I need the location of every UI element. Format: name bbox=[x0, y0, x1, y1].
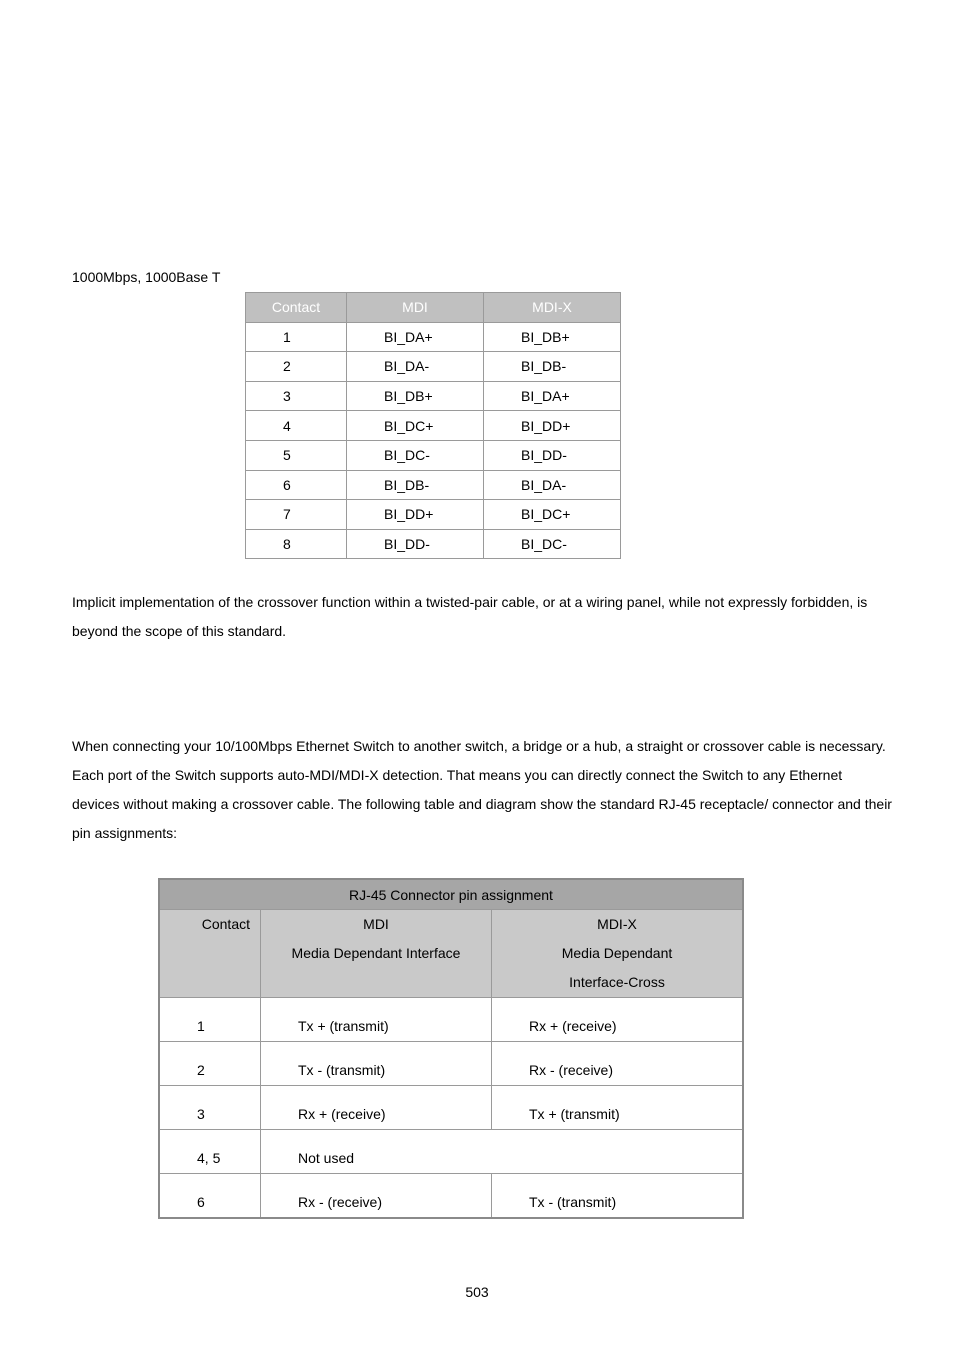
cell-contact: 2 bbox=[246, 352, 347, 382]
cell-contact: 4, 5 bbox=[159, 1130, 261, 1174]
table-header-row bbox=[159, 910, 743, 998]
table-row bbox=[159, 1086, 743, 1130]
cell-mdi: BI_DB- bbox=[347, 470, 484, 500]
table-row bbox=[159, 1174, 743, 1218]
header-mdi: MDI bbox=[347, 293, 484, 323]
cell-mdi: BI_DC+ bbox=[347, 411, 484, 441]
header-mdix bbox=[492, 910, 744, 998]
table-caption-row bbox=[159, 879, 743, 910]
page-number: 503 bbox=[465, 1284, 489, 1300]
cell-mdix: Rx + (receive) bbox=[492, 998, 744, 1042]
cell-mdix: Tx - (transmit) bbox=[492, 1174, 744, 1218]
table-row bbox=[246, 470, 621, 500]
header-mdi-subtitle: Media Dependant Interface bbox=[291, 945, 461, 961]
table-row bbox=[159, 1130, 743, 1174]
cell-contact: 1 bbox=[159, 998, 261, 1042]
header-mdi-title: MDI bbox=[363, 916, 389, 932]
cell-contact: 3 bbox=[246, 381, 347, 411]
table-row bbox=[246, 322, 621, 352]
crossover-note-paragraph: Implicit implementation of the crossover function within a twisted-pair cable, or at a wiring panel, while not expressly forbidden, is beyond the scope of this standard. bbox=[72, 594, 868, 639]
cell-mdix: BI_DA- bbox=[484, 470, 621, 500]
cell-mdix: BI_DC- bbox=[484, 529, 621, 559]
table-header-row bbox=[246, 293, 621, 323]
header-mdix: MDI-X bbox=[484, 293, 621, 323]
cell-mdi: Rx - (receive) bbox=[261, 1174, 492, 1218]
cell-mdix: BI_DD- bbox=[484, 440, 621, 470]
cell-mdi: BI_DB+ bbox=[347, 381, 484, 411]
table-row bbox=[246, 381, 621, 411]
cell-contact: 4 bbox=[246, 411, 347, 441]
cell-not-used: Not used bbox=[261, 1130, 744, 1174]
table-row bbox=[246, 352, 621, 382]
cell-mdix: BI_DB- bbox=[484, 352, 621, 382]
cell-mdi: Rx + (receive) bbox=[261, 1086, 492, 1130]
cell-mdi: BI_DA+ bbox=[347, 322, 484, 352]
cell-contact: 6 bbox=[159, 1174, 261, 1218]
rj45-pin-assignment-table bbox=[158, 878, 744, 1219]
table-row bbox=[159, 998, 743, 1042]
cell-contact: 5 bbox=[246, 440, 347, 470]
cell-contact: 3 bbox=[159, 1086, 261, 1130]
table-caption: RJ-45 Connector pin assignment bbox=[159, 879, 743, 910]
cell-mdix: Rx - (receive) bbox=[492, 1042, 744, 1086]
cell-mdi: BI_DD+ bbox=[347, 500, 484, 530]
section-label: 1000Mbps, 1000Base T bbox=[72, 269, 221, 285]
header-contact: Contact bbox=[246, 293, 347, 323]
table-row bbox=[246, 529, 621, 559]
cell-mdix: BI_DB+ bbox=[484, 322, 621, 352]
cell-mdi: BI_DC- bbox=[347, 440, 484, 470]
table-row bbox=[159, 1042, 743, 1086]
header-mdix-title: MDI-X bbox=[597, 916, 637, 932]
cell-mdix: BI_DD+ bbox=[484, 411, 621, 441]
cell-mdi: BI_DD- bbox=[347, 529, 484, 559]
cell-mdix: BI_DC+ bbox=[484, 500, 621, 530]
cell-contact: 1 bbox=[246, 322, 347, 352]
cell-mdix: Tx + (transmit) bbox=[492, 1086, 744, 1130]
header-contact: Contact bbox=[159, 910, 261, 998]
cell-contact: 6 bbox=[246, 470, 347, 500]
header-mdi bbox=[261, 910, 492, 998]
cell-contact: 7 bbox=[246, 500, 347, 530]
cell-mdi: BI_DA- bbox=[347, 352, 484, 382]
header-mdix-subtitle: Media Dependant bbox=[561, 945, 673, 961]
mdi-1000base-t-table bbox=[245, 292, 621, 559]
cell-mdi: Tx - (transmit) bbox=[261, 1042, 492, 1086]
table-row bbox=[246, 500, 621, 530]
table-row bbox=[246, 411, 621, 441]
cell-mdi: Tx + (transmit) bbox=[261, 998, 492, 1042]
rj45-intro-paragraph: When connecting your 10/100Mbps Ethernet Switch to another switch, a bridge or a hub, a straight or crossover cable is necessary. Each port of the Switch supports auto-MDI/MDI-X detection. That means you can directly connect the Switch to any Ethernet devices without making a crossover cable. The following table and diagram show the standard RJ-45 receptacle/ connector and their pin assignments: bbox=[72, 738, 892, 841]
cell-contact: 8 bbox=[246, 529, 347, 559]
table-row bbox=[246, 440, 621, 470]
cell-mdix: BI_DA+ bbox=[484, 381, 621, 411]
cell-contact: 2 bbox=[159, 1042, 261, 1086]
header-mdix-subtitle-2: Interface-Cross bbox=[569, 974, 665, 990]
